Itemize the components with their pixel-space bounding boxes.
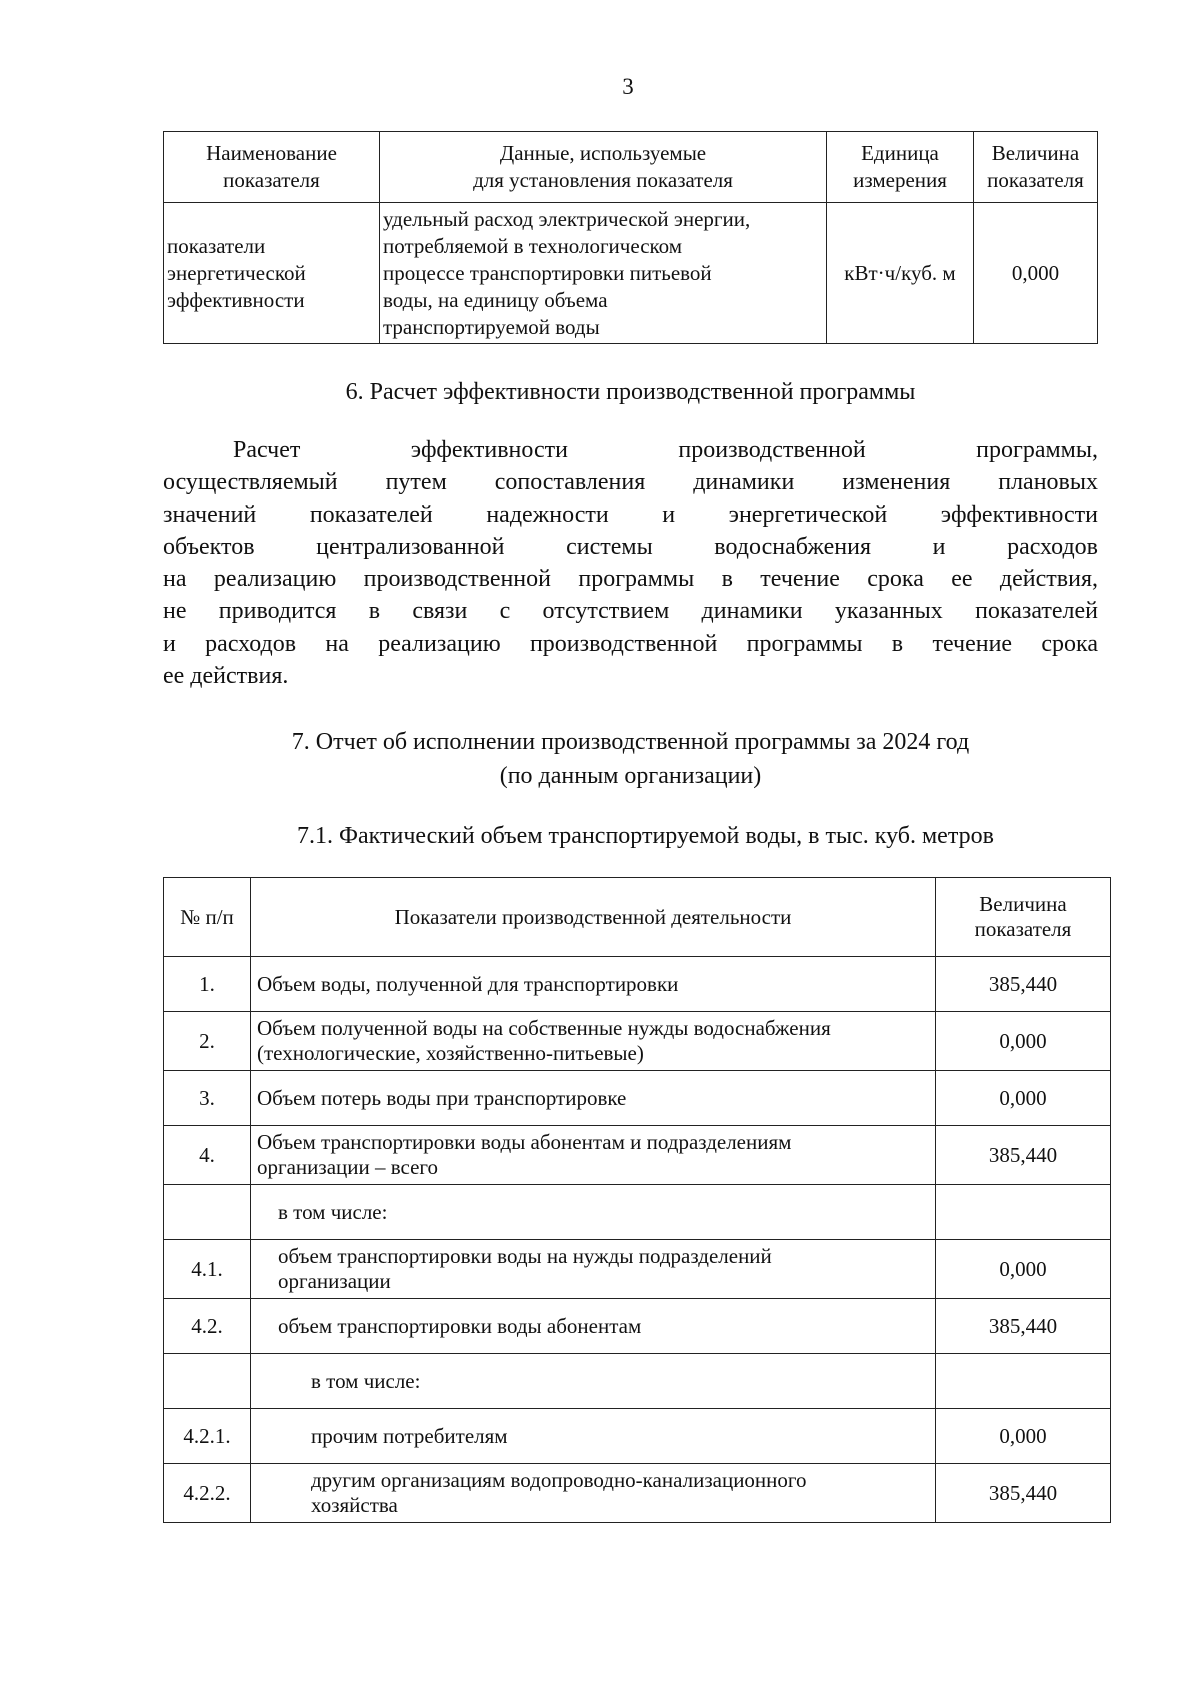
table-row bbox=[164, 1354, 1111, 1409]
row-value: 385,440 bbox=[936, 957, 1111, 1012]
header-num: № п/п bbox=[164, 878, 251, 957]
header-value: Величина показателя bbox=[936, 878, 1111, 957]
page-number: 3 bbox=[622, 74, 634, 99]
row-num: 1. bbox=[164, 957, 251, 1012]
section-7-heading: 7. Отчет об исполнении производственной программы за 2024 год (по данным организации) bbox=[291, 729, 970, 789]
row-value: 0,000 bbox=[936, 1409, 1111, 1464]
table-row bbox=[164, 203, 1098, 344]
table-row bbox=[164, 1185, 1111, 1240]
row-num: 4.2. bbox=[164, 1299, 251, 1354]
row-num: 4.2.2. bbox=[164, 1464, 251, 1523]
row-label: объем транспортировки воды на нужды подразделений организации bbox=[251, 1240, 936, 1299]
section-6-heading: 6. Расчет эффективности производственной программы bbox=[345, 379, 916, 405]
paragraph-line: значений показателей надежности и энергетической эффективности bbox=[163, 501, 1098, 528]
row-label: прочим потребителям bbox=[251, 1409, 936, 1464]
value-cell: 0,000 bbox=[974, 203, 1098, 344]
row-label: Объем воды, полученной для транспортировки bbox=[251, 957, 936, 1012]
row-num: 4.1. bbox=[164, 1240, 251, 1299]
row-label: Объем полученной воды на собственные нужды водоснабжения (технологические, хозяйственно-питьевые) bbox=[251, 1012, 936, 1071]
row-num: 4. bbox=[164, 1126, 251, 1185]
row-value bbox=[936, 1354, 1111, 1409]
row-num: 3. bbox=[164, 1071, 251, 1126]
paragraph-line: не приводится в связи с отсутствием динамики указанных показателей bbox=[163, 598, 1098, 625]
row-value: 0,000 bbox=[936, 1240, 1111, 1299]
paragraph-line: Расчет эффективности производственной программы, bbox=[233, 437, 1098, 463]
table-row bbox=[164, 1299, 1111, 1354]
header-indicator-name: Наименование показателя bbox=[164, 132, 380, 203]
table-row bbox=[164, 957, 1111, 1012]
row-num bbox=[164, 1354, 251, 1409]
paragraph-line: и расходов на реализацию производственной программы в течение срока bbox=[163, 630, 1098, 657]
row-value: 385,440 bbox=[936, 1126, 1111, 1185]
row-value: 0,000 bbox=[936, 1012, 1111, 1071]
row-value: 385,440 bbox=[936, 1464, 1111, 1523]
section-6-paragraph bbox=[163, 434, 1098, 692]
water-volume-table bbox=[163, 877, 1111, 1523]
header-indicator: Показатели производственной деятельности bbox=[251, 878, 936, 957]
row-label: Объем транспортировки воды абонентам и подразделениям организации – всего bbox=[251, 1126, 936, 1185]
table-row bbox=[164, 1126, 1111, 1185]
row-num: 2. bbox=[164, 1012, 251, 1071]
table-header-row bbox=[164, 132, 1098, 203]
table-header-row bbox=[164, 878, 1111, 957]
table-row bbox=[164, 1240, 1111, 1299]
paragraph-line: на реализацию производственной программы в течение срока ее действия, bbox=[163, 566, 1098, 593]
header-data-used: Данные, используемые для установления показателя bbox=[380, 132, 827, 203]
row-label: другим организациям водопроводно-канализационного хозяйства bbox=[251, 1464, 936, 1523]
paragraph-line: объектов централизованной системы водоснабжения и расходов bbox=[163, 533, 1098, 560]
section-7-1-heading: 7.1. Фактический объем транспортируемой воды, в тыс. куб. метров bbox=[297, 823, 994, 849]
row-label: в том числе: bbox=[251, 1185, 936, 1240]
indicator-name-cell: показатели энергетической эффективности bbox=[164, 203, 380, 344]
row-label: Объем потерь воды при транспортировке bbox=[251, 1071, 936, 1126]
table-row bbox=[164, 1464, 1111, 1523]
paragraph-line: ее действия. bbox=[163, 663, 289, 690]
table-row bbox=[164, 1071, 1111, 1126]
row-label: объем транспортировки воды абонентам bbox=[251, 1299, 936, 1354]
row-value: 0,000 bbox=[936, 1071, 1111, 1126]
unit-cell: кВт·ч/куб. м bbox=[827, 203, 974, 344]
header-unit: Единица измерения bbox=[827, 132, 974, 203]
energy-efficiency-table bbox=[163, 131, 1098, 344]
row-num: 4.2.1. bbox=[164, 1409, 251, 1464]
table-row bbox=[164, 1409, 1111, 1464]
indicator-data-cell: удельный расход электрической энергии, потребляемой в технологическом процессе транспортировки питьевой воды, на единицу объема транспортируемой воды bbox=[380, 203, 827, 344]
row-num bbox=[164, 1185, 251, 1240]
row-label: в том числе: bbox=[251, 1354, 936, 1409]
table-row bbox=[164, 1012, 1111, 1071]
row-value: 385,440 bbox=[936, 1299, 1111, 1354]
row-value bbox=[936, 1185, 1111, 1240]
paragraph-line: осуществляемый путем сопоставления динамики изменения плановых bbox=[163, 469, 1098, 496]
header-value: Величина показателя bbox=[974, 132, 1098, 203]
